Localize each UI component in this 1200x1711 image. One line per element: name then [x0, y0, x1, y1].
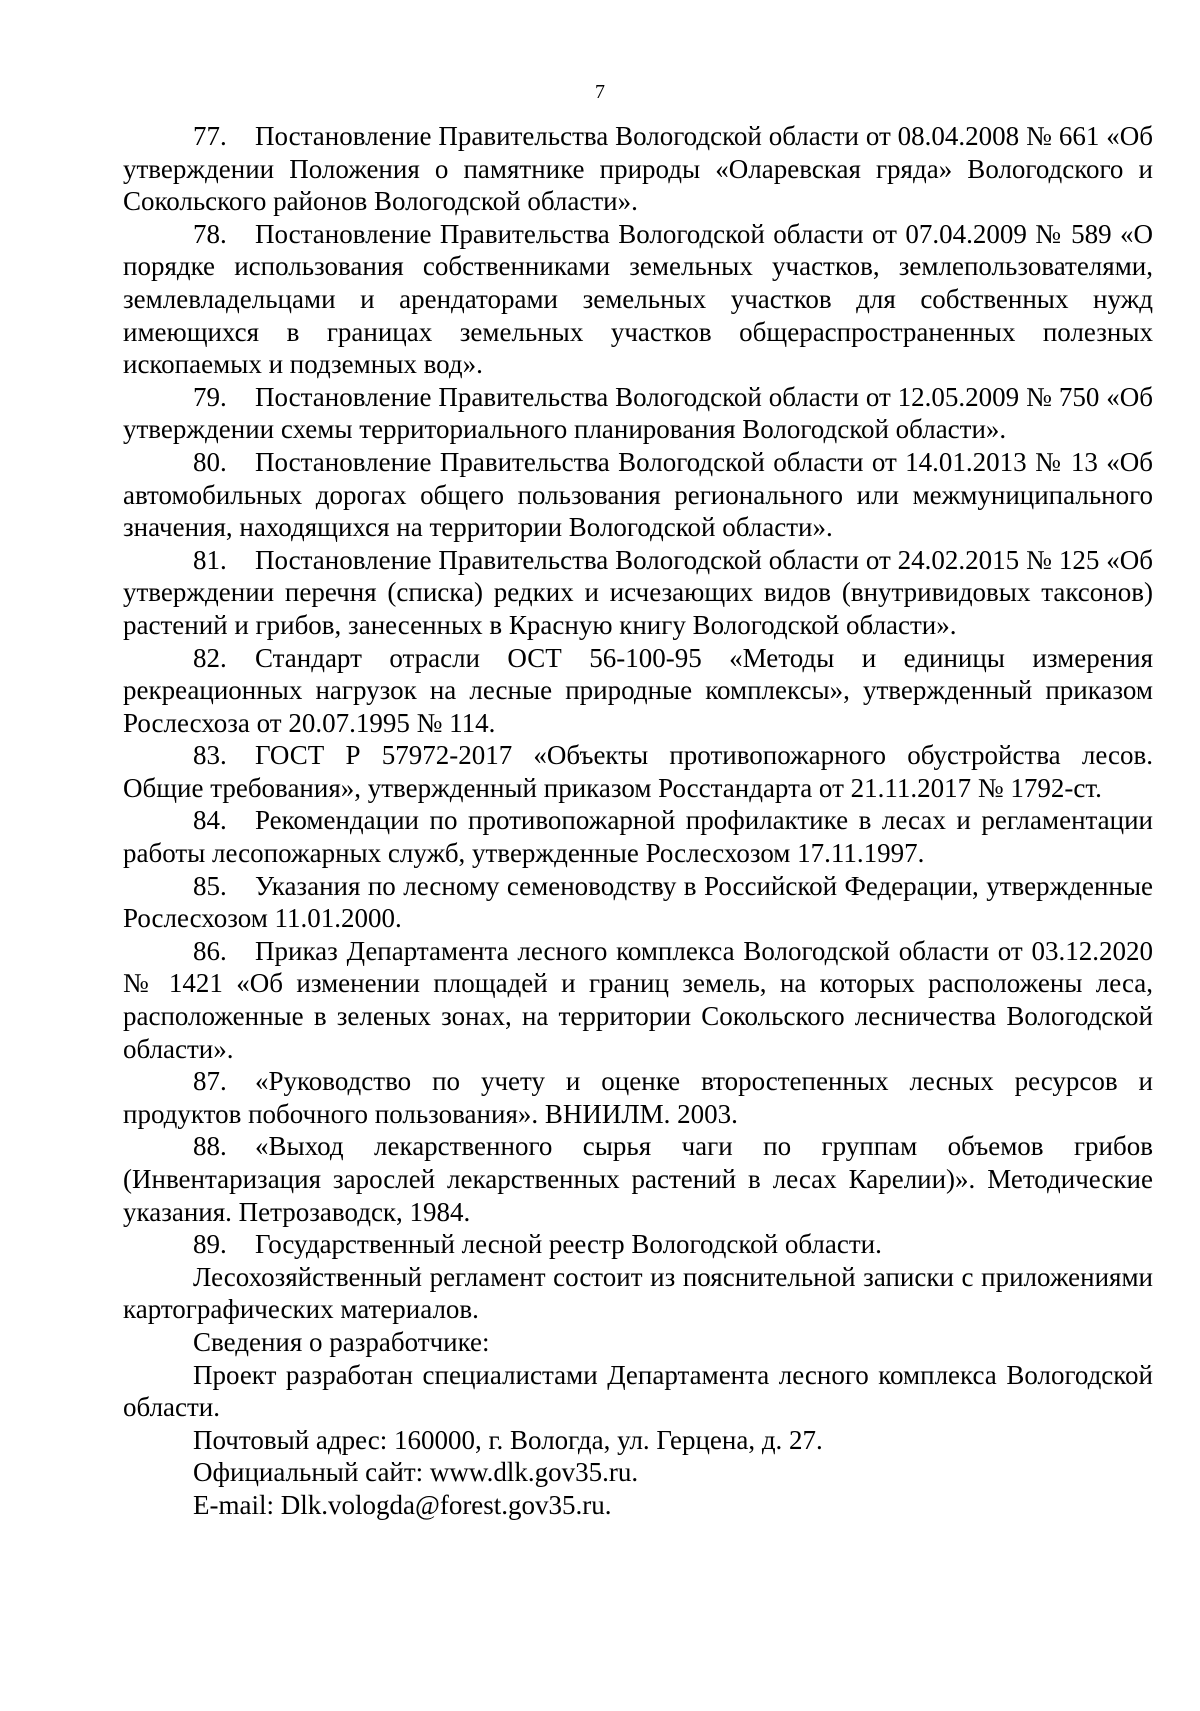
list-item: [123, 1130, 1153, 1228]
item-text: Постановление Правительства Вологодской области от 12.05.2009 № 750 «Об утверждении схемы территориального планирования Вологодской области».: [123, 381, 1153, 445]
official-site: Официальный сайт: www.dlk.gov35.ru.: [193, 1457, 639, 1488]
regulation-statement: Лесохозяйственный регламент состоит из пояснительной записки с приложениями картографических материалов.: [123, 1261, 1153, 1325]
item-number: 78.: [193, 218, 227, 249]
item-text: Стандарт отрасли ОСТ 56-100-95 «Методы и единицы измерения рекреационных нагрузок на лесные природные комплексы», утвержденный приказом Рослесхоза от 20.07.1995 № 114.: [123, 642, 1153, 738]
item-number: 83.: [193, 740, 227, 771]
developer-text: Проект разработан специалистами Департамента лесного комплекса Вологодской области.: [123, 1359, 1153, 1423]
item-number: 87.: [193, 1066, 227, 1097]
item-number: 88.: [193, 1131, 227, 1162]
list-item: [123, 1228, 1153, 1261]
developer-heading: Сведения о разработчике:: [193, 1326, 490, 1357]
list-item: [123, 935, 1153, 1065]
item-text: Постановление Правительства Вологодской области от 24.02.2015 № 125 «Об утверждении перечня (списка) редких и исчезающих видов (внутривидовых таксонов) растений и грибов, занесенных в Красную книгу Вологодской области».: [123, 544, 1153, 640]
item-text: Приказ Департамента лесного комплекса Вологодской области от 03.12.2020 № 1421 «Об изменении площадей и границ земель, на которых расположены леса, расположенные в зеленых зонах, на территории Сокольского лесничества Вологодской области».: [123, 935, 1153, 1064]
list-item: [123, 642, 1153, 740]
list-item: [123, 381, 1153, 446]
list-item: [123, 870, 1153, 935]
item-number: 85.: [193, 870, 227, 901]
item-text: Указания по лесному семеноводству в Российской Федерации, утвержденные Рослесхозом 11.01.2000.: [123, 870, 1153, 934]
page-number: 7: [595, 81, 605, 103]
item-number: 89.: [193, 1229, 227, 1260]
list-item: [123, 739, 1153, 804]
list-item: [123, 446, 1153, 544]
item-text: Государственный лесной реестр Вологодской области.: [255, 1229, 882, 1260]
item-number: 84.: [193, 805, 227, 836]
item-number: 77.: [193, 121, 227, 151]
item-text: Постановление Правительства Вологодской области от 14.01.2013 № 13 «Об автомобильных дорогах общего пользования регионального или межмуниципального значения, находящихся на территории Вологодской области».: [123, 446, 1153, 543]
item-text: «Руководство по учету и оценке второстепенных лесных ресурсов и продуктов побочного пользования». ВНИИЛМ. 2003.: [123, 1066, 1153, 1129]
list-item: [123, 804, 1153, 869]
item-text: Постановление Правительства Вологодской области от 07.04.2009 № 589 «О порядке использования собственниками земельных участков, землепользователями, землевладельцами и арендаторами земельных участков для собственных нужд имеющихся в границах земельных участков общераспространенных полезных ископаемых и подземных вод».: [123, 218, 1153, 380]
postal-address: Почтовый адрес: 160000, г. Вологда, ул. Герцена, д. 27.: [193, 1424, 823, 1455]
list-item: [123, 218, 1153, 381]
item-number: 81.: [193, 544, 227, 575]
item-text: «Выход лекарственного сырья чаги по группам объемов грибов (Инвентаризация зарослей лекарственных растений в лесах Карелии)». Методические указания. Петрозаводск, 1984.: [123, 1131, 1153, 1227]
list-item: [123, 1065, 1153, 1130]
item-number: 86.: [193, 935, 227, 966]
item-number: 79.: [193, 381, 227, 412]
item-number: 82.: [193, 642, 227, 673]
item-number: 80.: [193, 446, 227, 477]
item-text: Постановление Правительства Вологодской области от 08.04.2008 № 661 «Об утверждении Положения о памятнике природы «Оларевская гряда» Вологодского и Сокольского районов Вологодской области».: [123, 121, 1153, 217]
item-text: ГОСТ Р 57972-2017 «Объекты противопожарного обустройства лесов. Общие требования», утвержденный приказом Росстандарта от 21.11.2017 № 1792-ст.: [123, 740, 1153, 803]
item-text: Рекомендации по противопожарной профилактике в лесах и регламентации работы лесопожарных служб, утвержденные Рослесхозом 17.11.1997.: [123, 805, 1153, 869]
contact-email: E-mail: Dlk.vologda@forest.gov35.ru.: [193, 1489, 612, 1520]
list-item: [123, 120, 1153, 218]
list-item: [123, 544, 1153, 642]
document-body: [123, 120, 1153, 1522]
